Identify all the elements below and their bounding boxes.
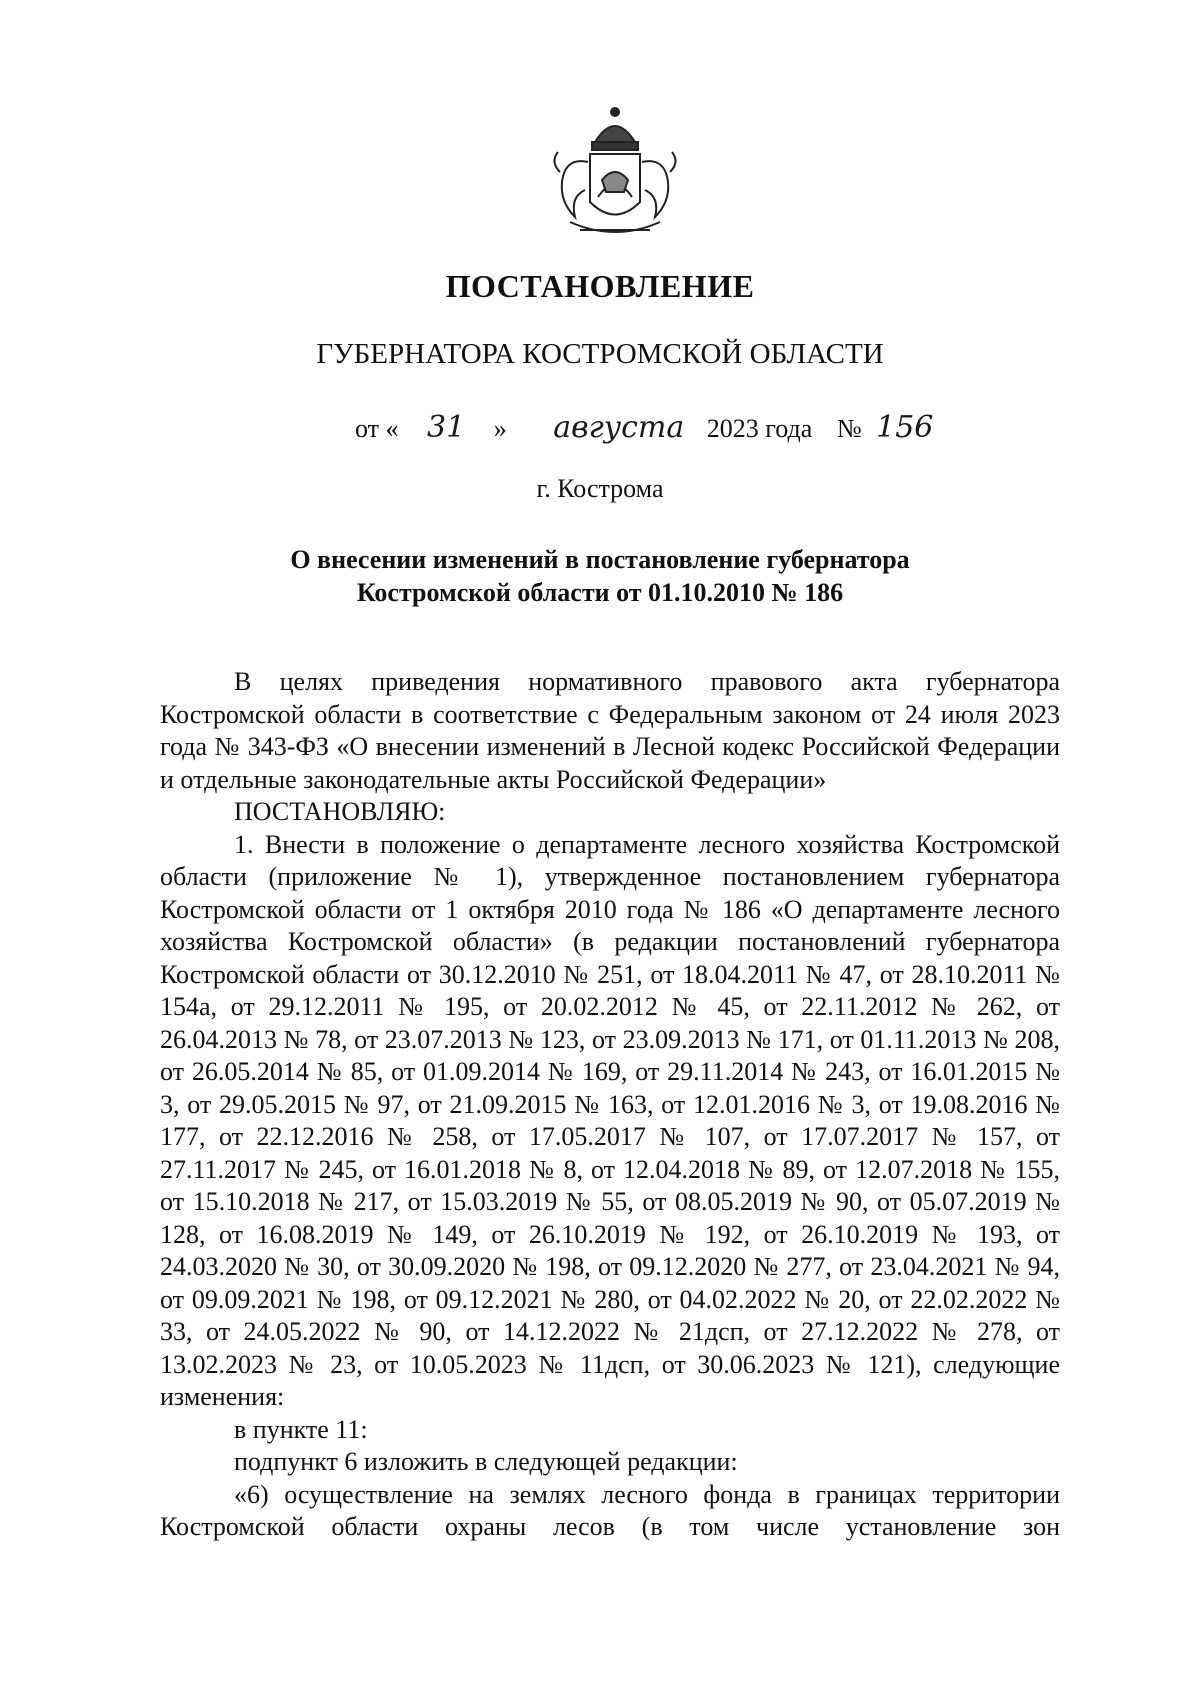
subpoint-paragraph: подпункт 6 изложить в следующей редакции: — [234, 1447, 738, 1476]
date-close-quote: » — [493, 414, 507, 443]
point-paragraph: в пункте 11: — [234, 1414, 368, 1444]
coat-of-arms-icon — [540, 102, 690, 252]
date-prefix: от « — [355, 414, 399, 443]
date-year: 2023 года — [706, 414, 813, 443]
document-heading — [0, 543, 1200, 609]
heading-line-2: Костромской области от 01.10.2010 № 186 — [356, 578, 844, 607]
number-sign: № — [836, 414, 862, 443]
document-title: ПОСТАНОВЛЕНИЕ — [445, 268, 755, 304]
date-month: августа — [553, 410, 685, 445]
document-number: 156 — [876, 410, 934, 445]
heading-line-1: О внесении изменений в постановление губернатора — [290, 545, 910, 574]
date-line — [355, 410, 933, 445]
quote-paragraph: «6) осуществление на землях лесного фонда в границах территории Костромской области охраны лесов (в том числе установление зон — [160, 1479, 1060, 1541]
decree-word: ПОСТАНОВЛЯЮ: — [234, 797, 446, 826]
document-issuer: ГУБЕРНАТОРА КОСТРОМСКОЙ ОБЛАСТИ — [316, 338, 884, 370]
document-body — [160, 666, 1060, 1544]
item-1-paragraph: 1. Внести в положение о департаменте лесного хозяйства Костромской области (приложение № 1), утвержденное постановлением губернатора Костромской области от 1 октября 2010 года № 186 «О департаменте лесного хозяйства Костромской области» (в редакции постановлений губернатора Костромской области от 30.12.2010 № 251, от 18.04.2011 № 47, от 28.10.2011 № 154а, от 29.12.2011 № 195, от 20.02.2012 № 45, от 22.11.2012 № 262, от 26.04.2013 № 78, от 23.07.2013 № 123, от 23.09.2013 № 171, от 01.11.2013 № 208, от 26.05.2014 № 85, от 01.09.2014 № 169, от 29.11.2014 № 243, от 16.01.2015 № 3, от 29.05.2015 № 97, от 21.09.2015 № 163, от 12.01.2016 № 3, от 19.08.2016 № 177, от 22.12.2016 № 258, от 17.05.2017 № 107, от 17.07.2017 № 157, от 27.11.2017 № 245, от 16.01.2018 № 8, от 12.04.2018 № 89, от 12.07.2018 № 155, от 15.10.2018 № 217, от 15.03.2019 № 55, от 08.05.2019 № 90, от 05.07.2019 № 128, от 16.08.2019 № 149, от 26.10.2019 № 192, от 26.10.2019 № 193, от 24.03.2020 № 30, от 30.09.2020 № 198, от 09.12.2020 № 277, от 23.04.2021 № 94, от 09.09.2021 № 198, от 09.12.2021 № 280, от 04.02.2022 № 20, от 22.02.2022 № 33, от 24.05.2022 № 90, от 14.12.2022 № 21дсп, от 27.12.2022 № 278, от 13.02.2023 № 23, от 10.05.2023 № 11дсп, от 30.06.2023 № 121), следующие изменения: — [160, 829, 1060, 1411]
date-day: 31 — [427, 410, 466, 445]
preamble-paragraph: В целях приведения нормативного правового акта губернатора Костромской области в соответствие с Федеральным законом от 24 июля 2023 года № 343-ФЗ «О внесении изменений в Лесной кодекс Российской Федерации и отдельные законодательные акты Российской Федерации» — [160, 667, 1060, 794]
city: г. Кострома — [536, 474, 664, 503]
